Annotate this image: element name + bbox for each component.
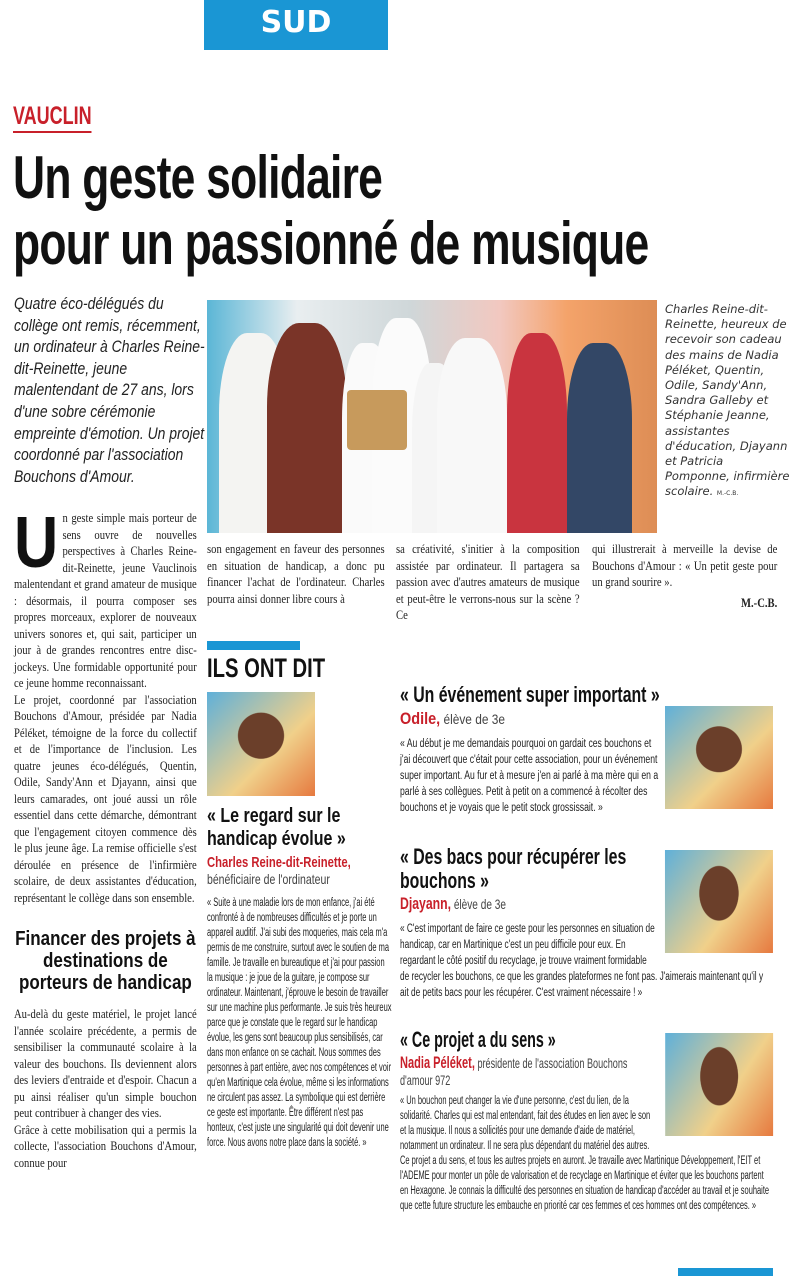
body-column-1	[14, 503, 197, 1171]
body-column-1a	[14, 503, 197, 906]
caption-text: Charles Reine-dit-Reinette, heureux de recevoir son cadeau des mains de Nadia Péléket, Quentin, Odile, Sandy'Ann, Sandra Galleby et Stéphanie Jeanne, assistantes d'éducation, Djayann et Patricia Pomponne, infirmière scolaire.	[665, 302, 790, 499]
quote-headline: « Le regard sur le handicap évolue »	[207, 805, 346, 850]
quote-role: élève de 3e	[453, 896, 506, 912]
quote-role: présidente de l'association Bouchons d'amour 972	[400, 1055, 628, 1088]
ils-ont-dit-title: ILS ONT DIT	[207, 653, 326, 683]
quote-djayann	[400, 845, 773, 1001]
paragraph: Au-delà du geste matériel, le projet lancé l'année scolaire précédente, a permis de sensibiliser la communauté scolaire à la valeur des bouchons. Ils deviennent alors des leviers d'entraide et d'espoir. Chacun a pu ainsi réaliser qu'un simple bouchon peut contribuer à changer des vies.	[14, 1007, 197, 1120]
subheading: Financer des projets à destinations de porteurs de handicap	[15, 928, 196, 994]
portrait-odile	[665, 706, 773, 809]
paragraph: qui illustrerait à merveille la devise de Bouchons d'Amour : « Un petit geste pour un grand sourire ».	[592, 542, 778, 589]
body-column-1b	[14, 1006, 197, 1171]
portrait-djayann	[665, 850, 773, 953]
headline	[13, 145, 648, 277]
quote-nadia	[400, 1028, 773, 1214]
group-photo	[207, 300, 657, 533]
headline-line-1: Un geste solidaire	[13, 144, 383, 211]
paragraph: Le projet, coordonné par l'association Bouchons d'Amour, présidée par Nadia Péléket, témoigne de la force du collectif et de l'importance de l'inclusion. Les quatre jeunes éco-délégués, Quentin, Odile, Sandy'Ann et Djayann, ainsi que leurs camarades, ont joué aussi un rôle essentiel dans cette démarche, démontrant que l'engagement citoyen commence dès le plus jeune âge. La remise officielle s'est déroulée en présence de l'infirmière scolaire, de deux assistantes d'éducation, représentant le collège dans son ensemble.	[14, 692, 197, 905]
quote-djayann-inner	[400, 845, 773, 1001]
headline-line-2: pour un passionné de musique	[13, 210, 649, 277]
quote-text: « Au début je me demandais pourquoi on gardait ces bouchons et j'ai découvert que c'était pour cette association, pour un événement super important. Au fur et à mesure j'en ai parlé à ma mère qui en a parlé à ses collègues. Petit à petit on a commencé à récolter des bouchons et je voyais que le petit stock grossissait. »	[400, 738, 659, 814]
quote-headline: « Des bacs pour récupérer les bouchons »	[400, 844, 627, 893]
quote-role: bénéficiaire de l'ordinateur	[207, 871, 330, 887]
photo-credit: M.-C.B.	[716, 490, 739, 498]
quote-headline: « Un événement super important »	[400, 682, 660, 707]
quote-text: « C'est important de faire ce geste pour les personnes en situation de handicap, car en Martinique c'est un peu difficile pour eux. En regardant le côté positif du recyclage, je trouve vraiment formidable de recycler les bouchons, ce que les grandes plateformes ne font pas. J'aimerais maintenant qu'il y ait de petits bacs pour les récupérer. C'est vraiment nécessaire ! »	[400, 923, 764, 999]
quote-name: Djayann,	[400, 894, 452, 913]
end-bar	[678, 1268, 773, 1276]
quote-text: « Un bouchon peut changer la vie d'une personne, c'est du lien, de la solidarité. Charles qui est mal entendant, fait des études en lien avec le son et la musique. Il nous a sollicités pour une demande d'aide de matériel, notamment un ordinateur. Il ne sera plus dépendant du matériel des autres. Ce projet a du sens, et tous les autres projets en auront. Je travaille avec Martinique Développement, l'EIT et l'ADEME pour monter un pôle de valorisation et de recyclage en Martinique et éviter que les bouchons partent en Hexagone. Je connais la difficulté des personnes en situation de handicap d'accéder au travail et je souhaite que cette future structure les embauche en priorité car ces femmes et ces hommes ont des compétences. »	[400, 1095, 770, 1212]
photo-caption	[665, 302, 790, 502]
body-column-3: sa créativité, s'initier à la composition assistée par ordinateur. Il partagera sa passion avec d'autres amateurs de musique et peut-être le verrons-nous sur la scène ? Ce	[396, 542, 580, 622]
quote-name: Odile,	[400, 709, 441, 728]
section-bar	[207, 641, 300, 650]
quote-role: élève de 3e	[443, 711, 506, 727]
paragraph: Grâce à cette mobilisation qui a permis la collecte, l'association Bouchons d'Amour, connue pour	[14, 1122, 197, 1170]
signature: M.-C.B.	[741, 595, 778, 610]
portrait-charles	[207, 692, 315, 796]
quote-odile	[400, 683, 660, 816]
quote-name: Charles Reine-dit-Reinette,	[207, 854, 351, 871]
standfirst: Quatre éco-délégués du collège ont remis, récemment, un ordinateur à Charles Reine-dit-Reinette, jeune malentendant de 27 ans, lors d'une sobre cérémonie empreinte d'émotion. Un projet coordonné par l'association Bouchons d'Amour.	[14, 294, 205, 486]
paragraph: n geste simple mais porteur de sens ouvre de nouvelles perspectives à Charles Reine-dit-Reinette, jeune Vauclinois malentendant et grand amateur de musique : désormais, il pourra composer ses propres morceaux, explorer de nouveaux univers sonores et, qui sait, participer un jour à de grandes rencontres entre disc-jockeys. Une formidable opportunité pour ce jeune homme reconnaissant.	[14, 511, 197, 690]
quote-headline: « Ce projet a du sens »	[400, 1027, 556, 1052]
portrait-nadia	[665, 1033, 773, 1136]
quote-name: Nadia Péléket,	[400, 1053, 475, 1072]
location-kicker: VAUCLIN	[13, 103, 92, 133]
body-column-4	[592, 541, 777, 611]
quote-charles	[207, 805, 392, 1151]
body-column-2: son engagement en faveur des personnes en situation de handicap, a donc pu financer l'achat de l'ordinateur. Charles pourra ainsi donner libre cours à	[207, 542, 385, 606]
section-banner: SUD	[204, 0, 388, 50]
quote-nadia-inner	[400, 1028, 773, 1214]
drop-cap: U	[14, 503, 59, 583]
quote-text: « Suite à une maladie lors de mon enfance, j'ai été confronté à de nombreuses difficultés et je porte un appareil auditif. J'ai subi des moqueries, mais cela m'a permis de me construire, surtout avec le soutien de ma famille. Je travaille en bureautique et j'ai pour passion la musique : je joue de la guitare, je compose sur ordinateur. Maintenant, j'éprouve le besoin de travailler sur une machine plus performante. Je suis très heureux parce que je constate que le regard sur le handicap évolue, les gens sont beaucoup plus sensibilisés, car dans mon enfance on se cachait. Nous sommes des personnes à part entière, avec nos compétences et voir qu'en Martinique cela évolue, même si les informations ne circulent pas assez. La symbolique qui est derrière ce geste est importante. Être différent n'est pas honteux, c'est juste une singularité qui doit devenir une force. Nous avons notre place dans la société. »	[207, 897, 392, 1149]
